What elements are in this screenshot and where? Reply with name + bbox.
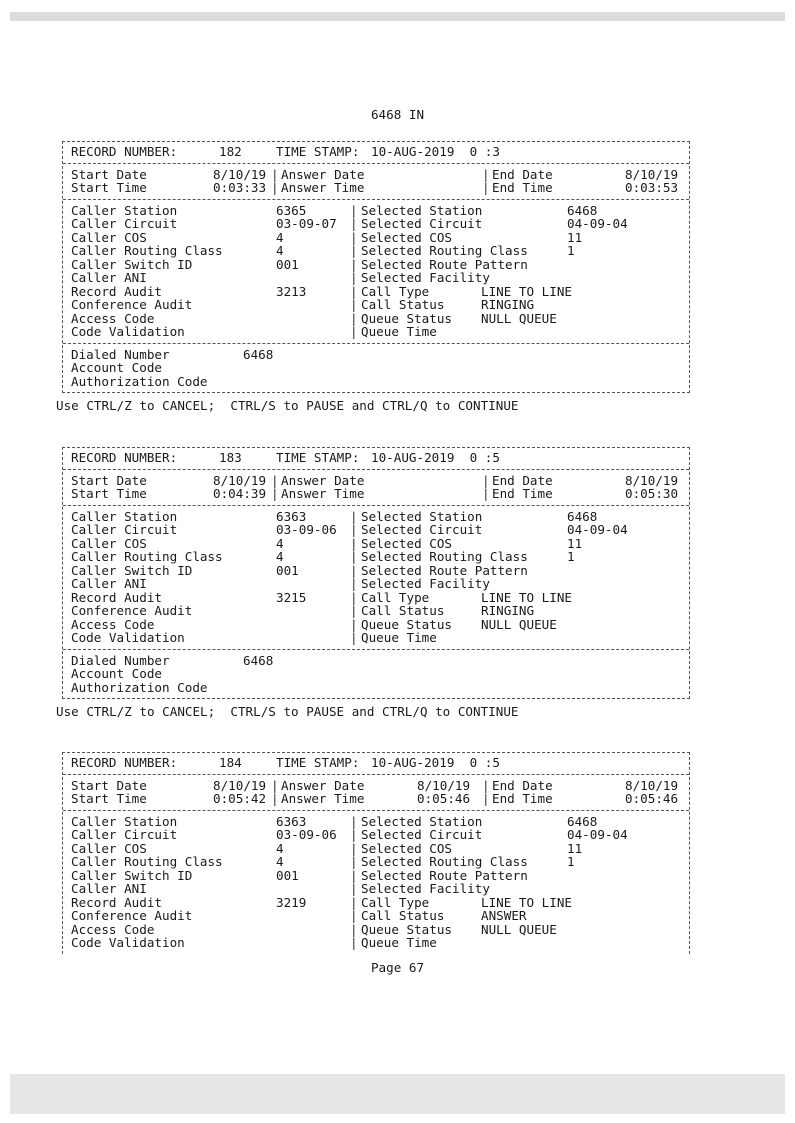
record-number-label: RECORD NUMBER:: [71, 144, 178, 159]
call-type-label: Call Type: [361, 283, 430, 299]
end-date-label: End Date: [492, 777, 553, 793]
selected-routing-class: 1: [567, 854, 575, 869]
pipe: |: [271, 791, 279, 806]
selected-facility-label: Selected Facility: [361, 270, 490, 285]
answer-date: 8/10/19: [417, 777, 471, 793]
pipe: |: [271, 180, 279, 195]
start-date: 8/10/19: [213, 166, 267, 182]
end-date: 8/10/19: [625, 166, 679, 182]
record-title-section: [63, 142, 689, 164]
selected-station-label: Selected Station: [361, 813, 483, 829]
pipe: |: [350, 603, 358, 618]
selected-circuit: 04-09-04: [567, 522, 628, 537]
access-code-label: Access Code: [71, 310, 155, 326]
dialed-number-label: Dialed Number: [71, 652, 170, 668]
pipe: |: [350, 270, 358, 285]
caller-cos: 4: [276, 229, 284, 245]
code-validation-label: Code Validation: [71, 630, 185, 645]
pipe: |: [350, 921, 358, 937]
queue-time-label: Queue Time: [361, 935, 437, 950]
selected-routing-class: 1: [567, 243, 575, 258]
record-box: [62, 447, 690, 699]
pipe: |: [350, 813, 358, 829]
selected-station: 6468: [567, 508, 598, 524]
pipe: |: [350, 576, 358, 591]
pipe: |: [271, 166, 279, 182]
pipe: |: [350, 283, 358, 299]
continue-note: Use CTRL/Z to CANCEL; CTRL/S to PAUSE and CTRL/Q to CONTINUE: [56, 704, 519, 719]
start-date-label: Start Date: [71, 472, 147, 488]
selected-station: 6468: [567, 202, 598, 218]
caller-ani-label: Caller ANI: [71, 881, 147, 896]
caller-station-label: Caller Station: [71, 508, 178, 524]
caller-circuit-label: Caller Circuit: [71, 827, 178, 842]
selected-circuit-label: Selected Circuit: [361, 827, 483, 842]
selected-circuit: 04-09-04: [567, 827, 628, 842]
dialed-section: [63, 650, 689, 699]
selected-circuit-label: Selected Circuit: [361, 216, 483, 231]
caller-circuit: 03-09-07: [276, 216, 337, 231]
record-number-label: RECORD NUMBER:: [71, 450, 178, 465]
end-date-label: End Date: [492, 166, 553, 182]
date-time-section: [63, 775, 689, 811]
time-stamp: 10-AUG-2019 0 :3: [371, 144, 500, 159]
scan-bottom-band: [10, 1074, 785, 1114]
time-stamp: 10-AUG-2019 0 :5: [371, 755, 500, 770]
pipe: |: [482, 180, 490, 195]
end-date: 8/10/19: [625, 777, 679, 793]
caller-cos: 4: [276, 535, 284, 551]
access-code-label: Access Code: [71, 616, 155, 632]
end-time-label: End Time: [492, 180, 553, 195]
pipe: |: [350, 549, 358, 564]
code-validation-label: Code Validation: [71, 324, 185, 339]
pipe: |: [482, 486, 490, 501]
record-audit-label: Record Audit: [71, 283, 162, 299]
start-time: 0:04:39: [213, 486, 267, 501]
record-title-section: [63, 753, 689, 775]
answer-time: 0:05:46: [417, 791, 471, 806]
pipe: |: [350, 310, 358, 326]
caller-cos: 4: [276, 840, 284, 856]
pipe: |: [271, 777, 279, 793]
caller-station-label: Caller Station: [71, 202, 178, 218]
end-time: 0:03:53: [625, 180, 679, 195]
access-code-label: Access Code: [71, 921, 155, 937]
authorization-code-label: Authorization Code: [71, 373, 208, 389]
selected-routing-class-label: Selected Routing Class: [361, 549, 528, 564]
caller-station: 6363: [276, 508, 307, 524]
continue-note: Use CTRL/Z to CANCEL; CTRL/S to PAUSE and CTRL/Q to CONTINUE: [56, 398, 519, 413]
pipe: |: [350, 216, 358, 231]
selected-routing-class: 1: [567, 549, 575, 564]
caller-routing-class: 4: [276, 243, 284, 258]
page-header: 6468 IN: [370, 107, 425, 122]
selected-cos-label: Selected COS: [361, 229, 452, 245]
caller-station-label: Caller Station: [71, 813, 178, 829]
start-date: 8/10/19: [213, 777, 267, 793]
account-code-label: Account Code: [71, 360, 162, 375]
start-time: 0:05:42: [213, 791, 267, 806]
pipe: |: [350, 867, 358, 883]
pipe: |: [350, 630, 358, 645]
conference-audit-label: Conference Audit: [71, 297, 193, 312]
date-time-section: [63, 470, 689, 506]
call-status: RINGING: [481, 603, 535, 618]
pipe: |: [350, 229, 358, 245]
pipe: |: [350, 894, 358, 910]
answer-time-label: Answer Time: [281, 791, 365, 806]
pipe: |: [482, 472, 490, 488]
pipe: |: [350, 535, 358, 551]
record-number: 184: [219, 755, 242, 770]
caller-switch-id: 001: [276, 256, 299, 272]
dialed-number-label: Dialed Number: [71, 346, 170, 362]
record-audit: 3219: [276, 894, 307, 910]
answer-time-label: Answer Time: [281, 180, 365, 195]
caller-switch-id-label: Caller Switch ID: [71, 256, 193, 272]
code-validation-label: Code Validation: [71, 935, 185, 950]
record-audit: 3215: [276, 589, 307, 605]
selected-cos: 11: [567, 535, 583, 551]
pipe: |: [350, 827, 358, 842]
queue-status: NULL QUEUE: [481, 616, 557, 632]
selected-station-label: Selected Station: [361, 202, 483, 218]
detail-section: [63, 200, 689, 344]
start-time-label: Start Time: [71, 180, 147, 195]
pipe: |: [350, 854, 358, 869]
record-title-section: [63, 448, 689, 470]
time-stamp: 10-AUG-2019 0 :5: [371, 450, 500, 465]
caller-cos-label: Caller COS: [71, 535, 147, 551]
selected-station: 6468: [567, 813, 598, 829]
end-time: 0:05:30: [625, 486, 679, 501]
caller-station: 6363: [276, 813, 307, 829]
selected-cos: 11: [567, 229, 583, 245]
time-stamp-label: TIME STAMP:: [276, 755, 360, 770]
answer-time-label: Answer Time: [281, 486, 365, 501]
call-status: RINGING: [481, 297, 535, 312]
answer-date-label: Answer Date: [281, 472, 365, 488]
selected-routing-class-label: Selected Routing Class: [361, 854, 528, 869]
caller-circuit: 03-09-06: [276, 522, 337, 537]
pipe: |: [350, 202, 358, 218]
record-audit: 3213: [276, 283, 307, 299]
record-audit-label: Record Audit: [71, 589, 162, 605]
caller-cos-label: Caller COS: [71, 840, 147, 856]
pipe: |: [350, 562, 358, 578]
queue-status-label: Queue Status: [361, 310, 452, 326]
caller-routing-class: 4: [276, 854, 284, 869]
pipe: |: [482, 166, 490, 182]
call-record: [56, 447, 690, 719]
call-type: LINE TO LINE: [481, 589, 572, 605]
scan-top-band: [10, 12, 785, 21]
dialed-section: [63, 344, 689, 393]
page-number: Page 67: [370, 960, 425, 975]
selected-circuit-label: Selected Circuit: [361, 522, 483, 537]
caller-circuit-label: Caller Circuit: [71, 216, 178, 231]
selected-station-label: Selected Station: [361, 508, 483, 524]
start-time-label: Start Time: [71, 791, 147, 806]
start-date: 8/10/19: [213, 472, 267, 488]
conference-audit-label: Conference Audit: [71, 908, 193, 923]
queue-status: NULL QUEUE: [481, 310, 557, 326]
start-time-label: Start Time: [71, 486, 147, 501]
pipe: |: [350, 840, 358, 856]
call-record: [56, 141, 690, 413]
call-type: LINE TO LINE: [481, 894, 572, 910]
caller-circuit-label: Caller Circuit: [71, 522, 178, 537]
selected-routing-class-label: Selected Routing Class: [361, 243, 528, 258]
queue-status-label: Queue Status: [361, 921, 452, 937]
pipe: |: [271, 472, 279, 488]
detail-section: [63, 506, 689, 650]
call-type-label: Call Type: [361, 894, 430, 910]
queue-status: NULL QUEUE: [481, 921, 557, 937]
record-box: [62, 141, 690, 393]
call-type: LINE TO LINE: [481, 283, 572, 299]
record-number: 183: [219, 450, 242, 465]
call-status-label: Call Status: [361, 908, 445, 923]
pipe: |: [482, 791, 490, 806]
pipe: |: [482, 777, 490, 793]
call-status-label: Call Status: [361, 603, 445, 618]
end-time-label: End Time: [492, 486, 553, 501]
pipe: |: [350, 324, 358, 339]
call-status: ANSWER: [481, 908, 527, 923]
pipe: |: [350, 522, 358, 537]
record-number-label: RECORD NUMBER:: [71, 755, 178, 770]
queue-time-label: Queue Time: [361, 630, 437, 645]
pipe: |: [350, 935, 358, 950]
time-stamp-label: TIME STAMP:: [276, 144, 360, 159]
pipe: |: [350, 908, 358, 923]
pipe: |: [350, 589, 358, 605]
caller-ani-label: Caller ANI: [71, 270, 147, 285]
caller-routing-class-label: Caller Routing Class: [71, 549, 223, 564]
selected-route-pattern-label: Selected Route Pattern: [361, 562, 528, 578]
caller-routing-class: 4: [276, 549, 284, 564]
caller-switch-id: 001: [276, 562, 299, 578]
pipe: |: [350, 508, 358, 524]
authorization-code-label: Authorization Code: [71, 679, 208, 695]
conference-audit-label: Conference Audit: [71, 603, 193, 618]
start-time: 0:03:33: [213, 180, 267, 195]
selected-circuit: 04-09-04: [567, 216, 628, 231]
caller-routing-class-label: Caller Routing Class: [71, 243, 223, 258]
selected-facility-label: Selected Facility: [361, 576, 490, 591]
record-number: 182: [219, 144, 242, 159]
caller-routing-class-label: Caller Routing Class: [71, 854, 223, 869]
pipe: |: [350, 881, 358, 896]
pipe: |: [350, 243, 358, 258]
selected-cos-label: Selected COS: [361, 535, 452, 551]
call-status-label: Call Status: [361, 297, 445, 312]
caller-ani-label: Caller ANI: [71, 576, 147, 591]
caller-switch-id: 001: [276, 867, 299, 883]
detail-section: [63, 811, 689, 954]
account-code-label: Account Code: [71, 666, 162, 681]
answer-date-label: Answer Date: [281, 777, 365, 793]
pipe: |: [350, 297, 358, 312]
selected-route-pattern-label: Selected Route Pattern: [361, 867, 528, 883]
selected-cos-label: Selected COS: [361, 840, 452, 856]
end-date: 8/10/19: [625, 472, 679, 488]
pipe: |: [350, 616, 358, 632]
record-box: [62, 752, 690, 954]
selected-route-pattern-label: Selected Route Pattern: [361, 256, 528, 272]
date-time-section: [63, 164, 689, 200]
time-stamp-label: TIME STAMP:: [276, 450, 360, 465]
answer-date-label: Answer Date: [281, 166, 365, 182]
caller-circuit: 03-09-06: [276, 827, 337, 842]
selected-facility-label: Selected Facility: [361, 881, 490, 896]
pipe: |: [271, 486, 279, 501]
start-date-label: Start Date: [71, 777, 147, 793]
queue-status-label: Queue Status: [361, 616, 452, 632]
caller-cos-label: Caller COS: [71, 229, 147, 245]
caller-switch-id-label: Caller Switch ID: [71, 562, 193, 578]
caller-station: 6365: [276, 202, 307, 218]
record-audit-label: Record Audit: [71, 894, 162, 910]
start-date-label: Start Date: [71, 166, 147, 182]
end-time: 0:05:46: [625, 791, 679, 806]
dialed-number: 6468: [243, 346, 274, 362]
queue-time-label: Queue Time: [361, 324, 437, 339]
call-type-label: Call Type: [361, 589, 430, 605]
end-time-label: End Time: [492, 791, 553, 806]
call-record: [62, 752, 690, 954]
dialed-number: 6468: [243, 652, 274, 668]
caller-switch-id-label: Caller Switch ID: [71, 867, 193, 883]
end-date-label: End Date: [492, 472, 553, 488]
selected-cos: 11: [567, 840, 583, 856]
pipe: |: [350, 256, 358, 272]
